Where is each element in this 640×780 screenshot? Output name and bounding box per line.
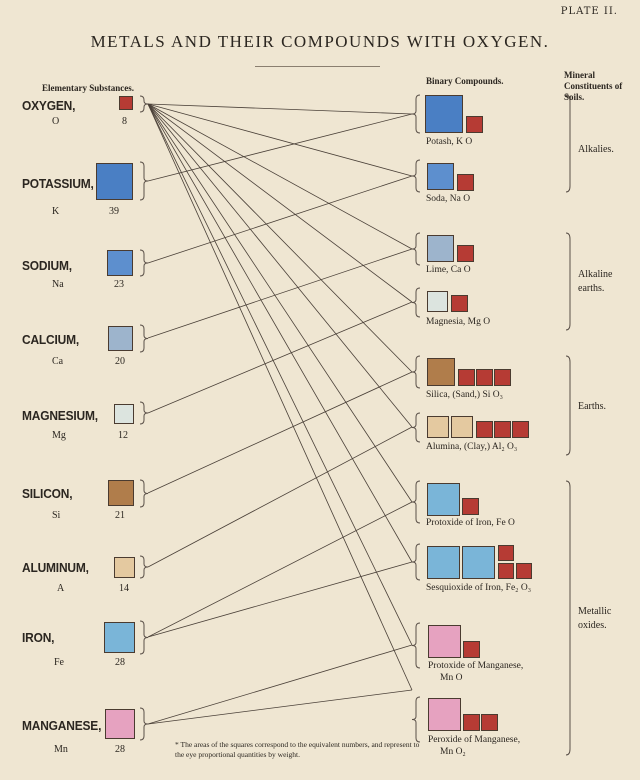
element-connector — [148, 690, 412, 724]
group-label-alkalies: Alkalies. — [578, 144, 614, 155]
oxygen-square — [516, 563, 532, 579]
oxygen-square — [481, 714, 498, 731]
heading-elementary: Elementary Substances. — [42, 83, 134, 93]
element-connector — [148, 372, 412, 493]
calcium-square — [427, 235, 454, 262]
element-brace — [140, 402, 148, 424]
group-bracket — [566, 356, 570, 455]
compound-name: Sesquioxide of Iron, Fe₂ O₃ — [426, 583, 532, 593]
aluminum-square — [114, 557, 135, 578]
element-weight: 39 — [109, 206, 119, 217]
compound-name: Lime, Ca O — [426, 265, 471, 275]
oxygen-square — [494, 369, 511, 386]
element-weight: 20 — [115, 356, 125, 367]
potassium-square — [96, 163, 133, 200]
element-connector — [148, 645, 412, 724]
compound-brace — [412, 160, 420, 192]
element-symbol: K — [52, 206, 60, 217]
element-weight: 28 — [115, 657, 125, 668]
element-name: IRON, — [22, 630, 55, 645]
group-bracket — [566, 481, 570, 755]
compound-brace — [412, 95, 420, 133]
manganese-square — [105, 709, 135, 739]
oxygen-square — [458, 369, 475, 386]
oxygen-connector — [148, 104, 412, 562]
element-symbol: Si — [52, 510, 61, 521]
compound-name: Alumina, (Clay,) Al₂ O₃ — [426, 442, 518, 452]
element-symbol: A — [57, 583, 65, 594]
compound-name: Protoxide of Manganese, — [428, 661, 524, 671]
sodium-square — [107, 250, 133, 276]
element-name: CALCIUM, — [22, 332, 79, 347]
iron-square — [104, 622, 135, 653]
aluminum-square — [451, 416, 473, 438]
element-symbol: Mn — [54, 744, 68, 755]
element-name: POTASSIUM, — [22, 176, 94, 191]
plate-number: PLATE II. — [560, 6, 618, 17]
compound-name: Silica, (Sand,) Si O₃ — [426, 390, 503, 400]
compound-brace — [412, 233, 420, 265]
oxygen-square — [512, 421, 529, 438]
oxygen-connector — [148, 104, 412, 690]
element-symbol: O — [52, 116, 60, 127]
element-weight: 21 — [115, 510, 125, 521]
element-name: MANGANESE, — [22, 718, 102, 733]
oxygen-square — [463, 714, 480, 731]
compound-brace — [412, 697, 420, 742]
element-symbol: Ca — [52, 356, 64, 367]
compound-name: Peroxide of Manganese, — [428, 735, 521, 745]
footnote: * The areas of the squares correspond to the equivalent numbers, and represent to the eye proportional quantities by weight. — [175, 740, 420, 759]
magnesium-square — [427, 291, 448, 312]
element-brace — [140, 96, 148, 112]
element-symbol: Fe — [54, 657, 64, 668]
compound-name: Potash, K O — [426, 137, 473, 147]
element-name: OXYGEN, — [22, 98, 76, 113]
compound-brace — [412, 413, 420, 442]
element-weight: 28 — [115, 744, 125, 755]
oxygen-connector — [148, 104, 412, 502]
compound-brace — [412, 288, 420, 317]
oxygen-square — [476, 369, 493, 386]
oxygen-connector — [148, 104, 412, 249]
oxygen-square — [476, 421, 493, 438]
potassium-square — [425, 95, 463, 133]
aluminum-square — [427, 416, 449, 438]
compound-name: Magnesia, Mg O — [426, 317, 491, 327]
compound-brace — [412, 623, 420, 668]
oxygen-square — [463, 641, 480, 658]
oxygen-square — [466, 116, 483, 133]
oxygen-connector — [148, 104, 412, 372]
element-brace — [140, 621, 148, 654]
oxygen-square — [451, 295, 468, 312]
compound-name: Soda, Na O — [426, 194, 471, 204]
oxygen-connector — [148, 104, 412, 114]
oxygen-square — [498, 545, 514, 561]
group-label-earths: Earths. — [578, 401, 607, 412]
element-connector — [148, 114, 412, 181]
element-connector — [148, 427, 412, 567]
iron-square — [427, 546, 460, 579]
element-connector — [148, 502, 412, 637]
oxygen-square — [462, 498, 479, 515]
manganese-square — [428, 698, 461, 731]
compound-brace — [412, 356, 420, 388]
plate-title: METALS AND THEIR COMPOUNDS WITH OXYGEN. — [90, 32, 550, 51]
calcium-square — [108, 326, 133, 351]
silicon-square — [108, 480, 134, 506]
element-brace — [140, 325, 148, 352]
oxygen-connector — [148, 104, 412, 176]
heading-mineral: Mineral Constituents of Soils. — [564, 70, 623, 102]
oxygen-square — [498, 563, 514, 579]
compound-formula: Mn O — [440, 673, 463, 683]
element-weight: 12 — [118, 430, 128, 441]
element-name: MAGNESIUM, — [22, 408, 98, 423]
element-weight: 23 — [114, 279, 124, 290]
sodium-square — [427, 163, 454, 190]
compound-brace — [412, 544, 420, 580]
oxygen-square — [494, 421, 511, 438]
group-label-metallic-oxides: Metallic oxides. — [578, 606, 612, 631]
element-name: SILICON, — [22, 486, 73, 501]
magnesium-square — [114, 404, 134, 424]
group-bracket — [566, 95, 570, 192]
compound-brace — [412, 481, 420, 523]
compound-name: Protoxide of Iron, Fe O — [426, 518, 515, 528]
oxygen-connector — [148, 104, 412, 302]
oxygen-square — [119, 96, 133, 110]
oxygen-connector — [148, 104, 412, 645]
silicon-square — [427, 358, 455, 386]
element-weight: 14 — [119, 583, 129, 594]
iron-square — [462, 546, 495, 579]
element-brace — [140, 708, 148, 740]
element-symbol: Na — [52, 279, 64, 290]
element-connector — [148, 176, 412, 263]
group-bracket — [566, 233, 570, 330]
oxygen-square — [457, 245, 474, 262]
oxygen-square — [457, 174, 474, 191]
element-name: ALUMINUM, — [22, 560, 89, 575]
element-brace — [140, 162, 148, 200]
element-connector — [148, 249, 412, 338]
compound-formula: Mn O₂ — [440, 747, 466, 757]
heading-binary: Binary Compounds. — [426, 76, 504, 86]
iron-square — [427, 483, 460, 516]
manganese-square — [428, 625, 461, 658]
element-name: SODIUM, — [22, 258, 72, 273]
element-brace — [140, 556, 148, 578]
element-brace — [140, 480, 148, 507]
element-brace — [140, 250, 148, 276]
title-rule — [255, 66, 380, 67]
group-label-alkaline-earths: Alkaline earths. — [578, 269, 613, 294]
element-connector — [148, 562, 412, 637]
oxygen-connector — [148, 104, 412, 427]
element-symbol: Mg — [52, 430, 66, 441]
element-weight: 8 — [122, 116, 127, 127]
